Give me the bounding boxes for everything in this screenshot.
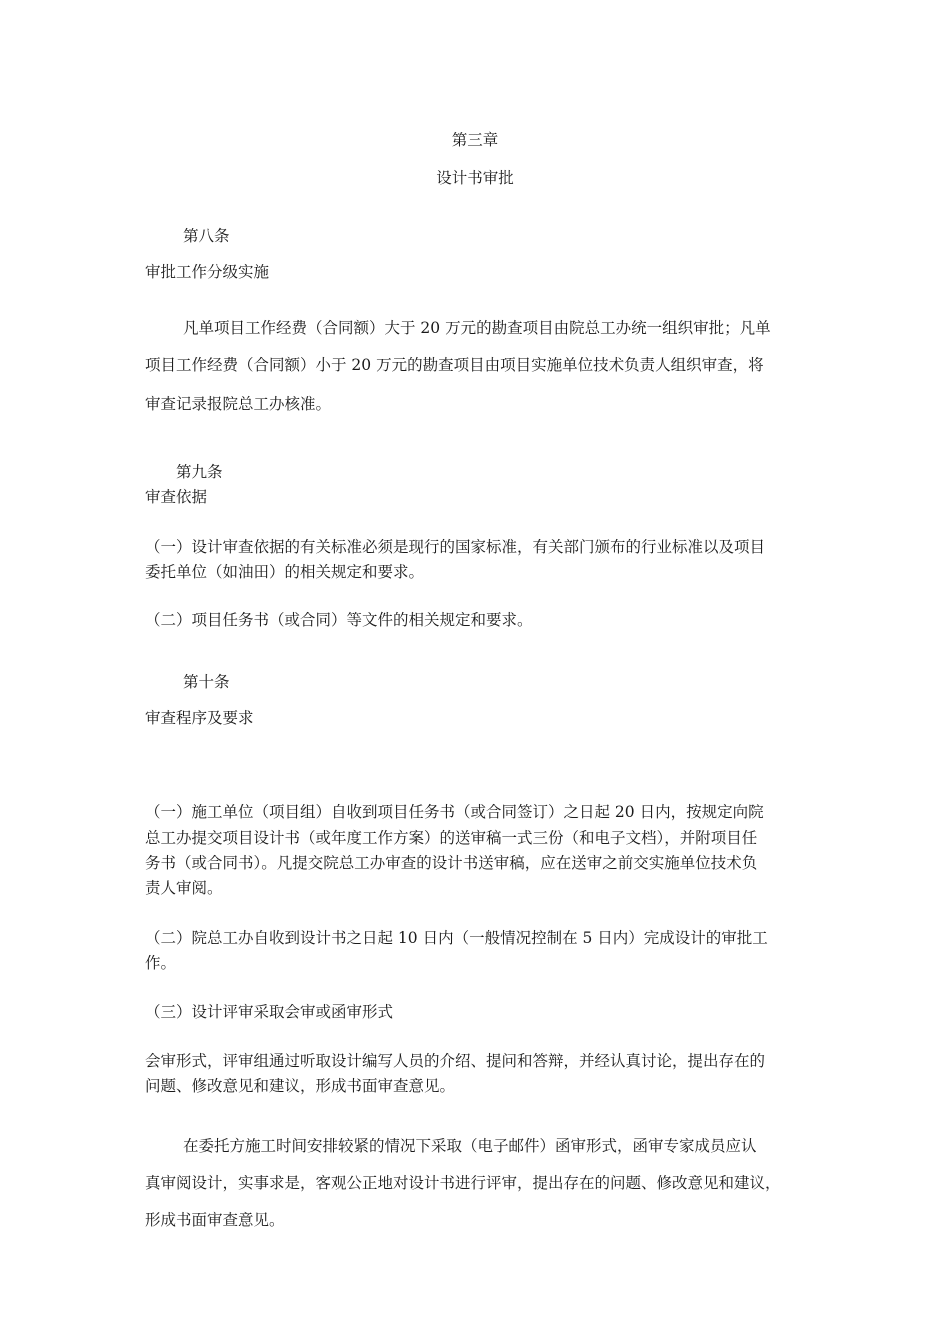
article-9-heading: 第九条 <box>176 463 223 481</box>
chapter-title: 设计书审批 <box>436 169 514 187</box>
letter-review-line: 形成书面审查意见。 <box>145 1211 285 1229</box>
article-8-paragraph-line: 凡单项目工作经费（合同额）大于 20 万元的勘查项目由院总工办统一组织审批；凡单 <box>183 319 771 337</box>
article-9-subject: 审查依据 <box>145 488 208 506</box>
article-10-item-1-line: （一）施工单位（项目组）自收到项目任务书（或合同签订）之日起 20 日内，按规定向院 <box>145 803 764 821</box>
article-10-heading: 第十条 <box>183 673 230 691</box>
meeting-review-line: 会审形式，评审组通过听取设计编写人员的介绍、提问和答辩，并经认真讨论，提出存在的 <box>145 1052 766 1070</box>
article-9-item-2-line: （二）项目任务书（或合同）等文件的相关规定和要求。 <box>145 611 533 629</box>
article-10-item-1-line: 务书（或合同书）。凡提交院总工办审查的设计书送审稿，应在送审之前交实施单位技术负 <box>145 854 758 872</box>
article-10-item-2-line: 作。 <box>145 954 177 972</box>
article-8-paragraph-line: 项目工作经费（合同额）小于 20 万元的勘查项目由项目实施单位技术负责人组织审查，将 <box>145 356 764 374</box>
meeting-review-line: 问题、修改意见和建议，形成书面审查意见。 <box>145 1077 456 1095</box>
article-10-item-1-line: 总工办提交项目设计书（或年度工作方案）的送审稿一式三份（和电子文档），并附项目任 <box>145 829 758 847</box>
article-10-item-3-line: （三）设计评审采取会审或函审形式 <box>145 1003 394 1021</box>
article-9-item-1-line: （一）设计审查依据的有关标准必须是现行的国家标准，有关部门颁布的行业标准以及项目 <box>145 538 766 556</box>
chapter-number: 第三章 <box>451 131 499 149</box>
article-8-heading: 第八条 <box>183 227 230 245</box>
letter-review-line: 在委托方施工时间安排较紧的情况下采取（电子邮件）函审形式，函审专家成员应认 <box>183 1137 757 1155</box>
letter-review-line: 真审阅设计，实事求是，客观公正地对设计书进行评审，提出存在的问题、修改意见和建议， <box>145 1174 781 1192</box>
article-8-paragraph-line: 审查记录报院总工办核准。 <box>145 395 332 413</box>
article-10-item-2-line: （二）院总工办自收到设计书之日起 10 日内（一般情况控制在 5 日内）完成设计的审批工 <box>145 929 768 947</box>
article-10-subject: 审查程序及要求 <box>145 709 254 727</box>
article-10-item-1-line: 责人审阅。 <box>145 879 223 897</box>
article-9-item-1-line: 委托单位（如油田）的相关规定和要求。 <box>145 563 425 581</box>
article-8-subject: 审批工作分级实施 <box>145 263 270 281</box>
